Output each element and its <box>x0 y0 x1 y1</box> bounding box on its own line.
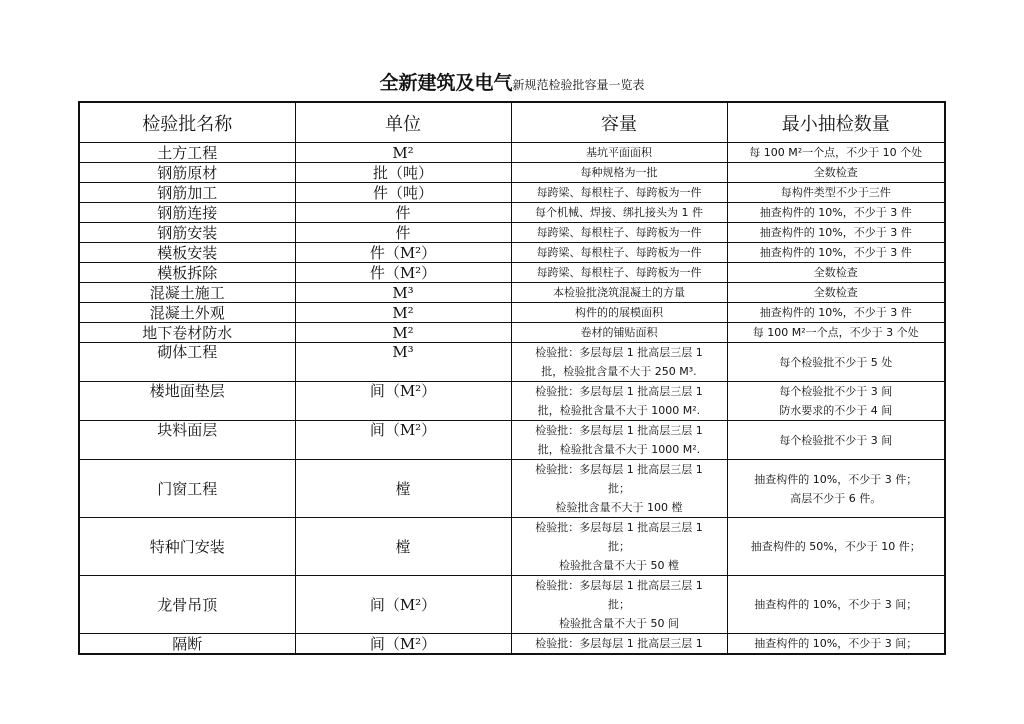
header-cell: 最小抽检数量 <box>727 102 945 143</box>
capacity-line: 批，检验批含量不大于 1000 M². <box>537 404 701 417</box>
batch-name-cell: 钢筋原材 <box>79 163 295 183</box>
table-row <box>79 243 945 263</box>
unit-cell: 件（吨） <box>295 183 511 203</box>
unit-cell: 樘 <box>295 518 511 576</box>
unit-cell: 批（吨） <box>295 163 511 183</box>
sampling-cell: 全数检查 <box>727 283 945 303</box>
sampling-cell <box>727 634 945 655</box>
capacity-line: 批，检验批含量不大于 250 M³. <box>541 365 697 378</box>
sampling-line: 每个检验批不少于 3 间 <box>779 433 893 447</box>
sampling-line: 防水要求的不少于 4 间 <box>779 404 893 417</box>
sampling-line: 抽查构件的 10%，不少于 3 件； <box>754 472 918 486</box>
sampling-cell <box>727 421 945 460</box>
sampling-cell <box>727 343 945 382</box>
capacity-line: 批； <box>608 598 630 611</box>
batch-name-cell: 块料面层 <box>79 421 295 460</box>
unit-cell: 件 <box>295 203 511 223</box>
batch-name-cell: 门窗工程 <box>79 460 295 518</box>
table-row <box>79 421 945 460</box>
batch-name-cell: 隔断 <box>79 634 295 655</box>
unit-cell: 间（M²） <box>295 576 511 634</box>
capacity-line: 批，检验批含量不大于 1000 M². <box>537 443 701 456</box>
capacity-cell: 每跨梁、每根柱子、每跨板为一件 <box>511 223 727 243</box>
sampling-cell: 每 100 M²一个点，不少于 10 个处 <box>727 143 945 163</box>
header-cell: 检验批名称 <box>79 102 295 143</box>
unit-cell: M² <box>295 303 511 323</box>
capacity-line: 检验批含量不大于 50 樘 <box>559 559 679 572</box>
table-row <box>79 223 945 243</box>
unit-cell: 件（M²） <box>295 243 511 263</box>
table-row <box>79 203 945 223</box>
table-row <box>79 303 945 323</box>
capacity-line: 检验批：多层每层 1 批高层三层 1 <box>535 424 703 437</box>
unit-cell: M² <box>295 143 511 163</box>
sampling-cell: 抽查构件的 10%，不少于 3 件 <box>727 303 945 323</box>
capacity-line: 检验批：多层每层 1 批高层三层 1 <box>535 463 703 476</box>
sampling-cell: 每构件类型不少于三件 <box>727 183 945 203</box>
capacity-line: 检验批含量不大于 100 樘 <box>555 501 683 514</box>
table-row <box>79 343 945 382</box>
sampling-cell: 每 100 M²一个点，不少于 3 个处 <box>727 323 945 343</box>
inspection-batch-table <box>78 101 946 655</box>
capacity-line: 检验批：多层每层 1 批高层三层 1 <box>535 637 703 650</box>
capacity-cell: 本检验批浇筑混凝土的方量 <box>511 283 727 303</box>
unit-cell: 件（M²） <box>295 263 511 283</box>
batch-name-cell: 钢筋安装 <box>79 223 295 243</box>
capacity-cell <box>511 421 727 460</box>
sampling-cell: 全数检查 <box>727 163 945 183</box>
table-row <box>79 143 945 163</box>
sampling-cell <box>727 382 945 421</box>
capacity-cell: 每跨梁、每根柱子、每跨板为一件 <box>511 263 727 283</box>
capacity-cell: 每种规格为一批 <box>511 163 727 183</box>
sampling-cell: 抽查构件的 10%，不少于 3 件 <box>727 223 945 243</box>
batch-name-cell: 龙骨吊顶 <box>79 576 295 634</box>
table-row <box>79 163 945 183</box>
batch-name-cell: 楼地面垫层 <box>79 382 295 421</box>
capacity-cell: 构件的的展模面积 <box>511 303 727 323</box>
unit-cell: M³ <box>295 283 511 303</box>
capacity-line: 检验批：多层每层 1 批高层三层 1 <box>535 521 703 534</box>
sampling-line: 抽查构件的 50%，不少于 10 件； <box>750 540 921 553</box>
sampling-cell <box>727 460 945 518</box>
capacity-cell <box>511 518 727 576</box>
sampling-cell: 抽查构件的 10%，不少于 3 件 <box>727 203 945 223</box>
unit-cell: 间（M²） <box>295 634 511 655</box>
table-row <box>79 183 945 203</box>
capacity-cell <box>511 576 727 634</box>
table-row <box>79 460 945 518</box>
batch-name-cell: 土方工程 <box>79 143 295 163</box>
sampling-cell <box>727 576 945 634</box>
batch-name-cell: 地下卷材防水 <box>79 323 295 343</box>
header-cell: 容量 <box>511 102 727 143</box>
unit-cell: 件 <box>295 223 511 243</box>
unit-cell: 樘 <box>295 460 511 518</box>
capacity-line: 批； <box>608 482 630 495</box>
capacity-line: 批； <box>608 540 630 553</box>
capacity-line: 检验批：多层每层 1 批高层三层 1 <box>535 385 703 398</box>
batch-name-cell: 钢筋加工 <box>79 183 295 203</box>
document-title <box>0 68 1024 95</box>
batch-name-cell: 混凝土施工 <box>79 283 295 303</box>
sampling-line: 抽查构件的 10%，不少于 3 间； <box>754 598 918 611</box>
header-row <box>79 102 945 143</box>
batch-name-cell: 模板安装 <box>79 243 295 263</box>
table-row <box>79 263 945 283</box>
capacity-line: 检验批含量不大于 50 间 <box>559 617 679 630</box>
capacity-cell: 每跨梁、每根柱子、每跨板为一件 <box>511 183 727 203</box>
sampling-line: 每个检验批不少于 5 处 <box>779 355 893 369</box>
title-main: 全新建筑及电气 <box>379 72 513 94</box>
sampling-cell: 全数检查 <box>727 263 945 283</box>
sampling-cell <box>727 518 945 576</box>
sampling-line: 每个检验批不少于 3 间 <box>779 385 893 398</box>
header-cell: 单位 <box>295 102 511 143</box>
capacity-cell: 每个机械、焊接、绑扎接头为 1 件 <box>511 203 727 223</box>
batch-name-cell: 模板拆除 <box>79 263 295 283</box>
capacity-line: 检验批：多层每层 1 批高层三层 1 <box>535 346 703 359</box>
sampling-line: 抽查构件的 10%，不少于 3 间； <box>754 637 918 650</box>
unit-cell: M² <box>295 323 511 343</box>
batch-name-cell: 钢筋连接 <box>79 203 295 223</box>
table-row <box>79 283 945 303</box>
sampling-line: 高层不少于 6 件。 <box>790 491 882 505</box>
capacity-cell <box>511 382 727 421</box>
sampling-cell: 抽查构件的 10%，不少于 3 件 <box>727 243 945 263</box>
capacity-cell: 基坑平面面积 <box>511 143 727 163</box>
unit-cell: M³ <box>295 343 511 382</box>
table-row <box>79 576 945 634</box>
capacity-cell: 卷材的铺贴面积 <box>511 323 727 343</box>
capacity-line: 检验批：多层每层 1 批高层三层 1 <box>535 579 703 592</box>
unit-cell: 间（M²） <box>295 382 511 421</box>
capacity-cell <box>511 460 727 518</box>
batch-name-cell: 特种门安装 <box>79 518 295 576</box>
unit-cell: 间（M²） <box>295 421 511 460</box>
capacity-cell: 每跨梁、每根柱子、每跨板为一件 <box>511 243 727 263</box>
table-row <box>79 323 945 343</box>
capacity-cell <box>511 343 727 382</box>
table-row <box>79 518 945 576</box>
title-sub: 新规范检验批容量一览表 <box>512 78 645 92</box>
batch-name-cell: 混凝土外观 <box>79 303 295 323</box>
table-row <box>79 634 945 655</box>
batch-name-cell: 砌体工程 <box>79 343 295 382</box>
table-row <box>79 382 945 421</box>
capacity-cell <box>511 634 727 655</box>
